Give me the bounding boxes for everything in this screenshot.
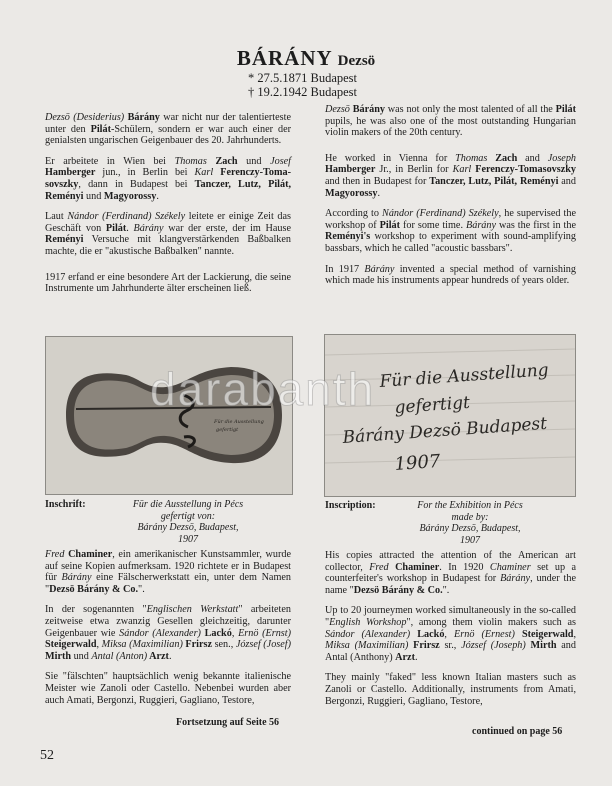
de-paragraph-4: 1917 erfand er eine besondere Art der Lackierung, die seine Instrumente um Jahrhunderte älter erscheinen ließ.	[45, 271, 291, 295]
en-paragraph-2: He worked in Vienna for Thomas Zach and Joseph Hamberger Jr., in Berlin for Karl Ferenczy-Tomasovszky and then in Budapest for Tanczer, Lutz, Pilát, Reményi and Magyorossy.	[325, 152, 577, 199]
given-name: Dezsö	[337, 53, 376, 69]
de-paragraph-2: Er arbeitete in Wien bei Thomas Zach und Josef Hamberger jun., in Berlin bei Karl Ferenczy-Tomasovszky, dann in Budapest bei Tanczer, Lutz, Pilát, Reményi und Magyorossy.	[45, 155, 292, 202]
de-caption-text: Für die Ausstellung in Pécs gefertigt von: Bárány Dezsö, Budapest, 1907	[132, 499, 244, 545]
de-paragraph-1: Dezsö (Desiderius) Bárány war nicht nur der talentierteste unter den Pilát-Schülern, sondern er war auch einer der genialsten ungarischen Geigenbauer des 20. Jahrhunderts.	[45, 112, 291, 147]
de-paragraph-6: In der sogenannten "Englischen Werkstatt" arbeiteten zeitweise etwa zwanzig Gesellen gleichzeitig, darunter Geigenbauer wie Sándor (Alexander) Lackó, Ernö (Ernst) Steigerwald, Miksa (Maximilian) Frirsz sen., József (Josef) Mirth und Antal (Anton) Arzt.	[45, 604, 291, 662]
birth-date: * 27.5.1871 Budapest	[248, 71, 358, 85]
label-text-line-1: Für die Ausstellung	[214, 419, 264, 425]
inscription-line-2: gefertigt	[393, 392, 471, 418]
life-dates	[248, 71, 357, 99]
en-paragraph-6: Up to 20 journeymen worked simultaneously in the so-called "English Workshop", among them violin makers such as Sándor (Alexander) Lackó, Ernö (Ernest) Steigerwald, Miksa (Maximilian) Frirsz sr., József (Joseph) Mirth and Antal (Anthony) Arzt.	[325, 605, 577, 663]
german-text-upper	[45, 112, 291, 304]
en-paragraph-4: In 1917 Bárány invented a special method of varnishing which made his instruments appear hundreds of years older.	[325, 263, 576, 287]
english-text-upper	[325, 104, 576, 296]
en-continued-note: continued on page 56	[472, 726, 563, 737]
de-caption-label: Inschrift:	[45, 499, 86, 510]
en-caption-label: Inscription:	[325, 500, 376, 511]
en-paragraph-5: His copies attracted the attention of the American art collector, Fred Chaminer. In 1920 Chaminer set up a counterfeiter's workshop in Budapest for Bárány, under the name "Dezsö Bárány & Co.".	[325, 550, 576, 596]
en-paragraph-7: They mainly "faked" less known Italian masters such as Zanoli or Castello. Additionally, instruments from Amati, Bergonzi, Ruggieri, Gagliano, Testore,	[325, 672, 576, 707]
de-paragraph-7: Sie "fälschten" hauptsächlich wenig bekannte italienische Meister wie Zanoli oder Castello. Nebenbei wurden aber auch Amati, Bergonzi, Ruggieri, Gagliano, Testore,	[45, 671, 291, 706]
inscription-line-3: Bárány Dezsö Budapest	[341, 413, 548, 448]
inscription-line-4: 1907	[393, 450, 442, 475]
death-date: † 19.2.1942 Budapest	[248, 85, 358, 99]
label-text-line-2: gefertigt	[216, 427, 239, 433]
page-title	[0, 46, 612, 71]
de-continued-note: Fortsetzung auf Seite 56	[176, 717, 280, 728]
inscription-line-1: Für die Ausstellung	[378, 360, 550, 392]
surname: BÁRÁNY	[236, 46, 333, 70]
de-paragraph-5: Fred Chaminer, ein amerikanischer Kunstsammler, wurde auf seine Kopien aufmerksam. 1920 richtete er in Budapest für Bárány eine Fälscherwerkstatt ein, unter dem Namen "Dezsö Bárány & Co.".	[45, 549, 291, 595]
watermark: darabanth	[150, 363, 376, 415]
de-paragraph-3: Laut Nándor (Ferdinand) Székely leitete er einige Zeit das Geschäft von Pilát. Bárány war der erste, der im Hause Reményi Versuche mit klangverstärkenden Baßbalken machte, die er "akustische Baßbalken" nannte.	[45, 211, 291, 257]
en-paragraph-3: According to Nándor (Ferdinand) Székely, he supervised the workshop of Pilát for some time. Bárány was the first in the Reményi's workshop to experiment with sound-amplifying bassbars, which he called "acoustic bassbars".	[325, 208, 576, 254]
en-paragraph-1: Dezsö Bárány was not only the most talented of all the Pilát pupils, he was also one of the most outstanding Hungarian violin makers of the 20th century.	[325, 104, 577, 139]
german-text-lower	[45, 549, 291, 715]
english-text-lower	[325, 550, 576, 716]
page-number: 52	[40, 748, 54, 763]
en-caption-text: For the Exhibition in Pécs made by: Bárány Dezsö, Budapest, 1907	[417, 500, 523, 546]
